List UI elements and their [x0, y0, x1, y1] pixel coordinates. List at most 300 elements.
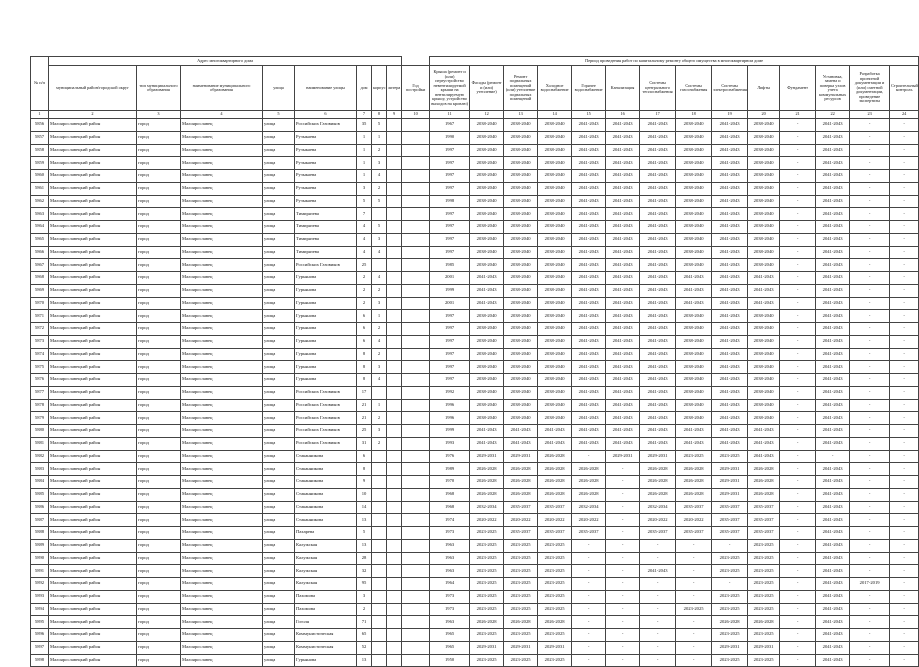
table-cell: -: [850, 412, 890, 425]
table-cell: 2041-2043: [606, 425, 640, 438]
table-cell: 2035-2037: [538, 527, 572, 540]
table-cell: 2038-2040: [538, 399, 572, 412]
empty-cell: [402, 425, 430, 438]
table-cell: город: [137, 501, 181, 514]
table-cell: 2: [372, 323, 387, 336]
table-cell: [372, 527, 387, 540]
table-cell: 2041-2043: [640, 246, 676, 259]
table-cell: 2038-2040: [538, 170, 572, 183]
table-cell: 6: [357, 450, 372, 463]
table-cell: -: [850, 259, 890, 272]
table-cell: 2026-2028: [676, 463, 712, 476]
table-row: [31, 119, 919, 132]
table-cell: Гурьянова: [295, 654, 357, 667]
table-cell: 2038-2040: [538, 233, 572, 246]
table-cell: 2041-2043: [572, 361, 606, 374]
column-number: 15: [572, 111, 606, 119]
table-cell: Стаканникова: [295, 514, 357, 527]
table-cell: 5867: [31, 259, 49, 272]
table-cell: 2041-2043: [676, 437, 712, 450]
table-cell: Стаканникова: [295, 463, 357, 476]
table-cell: 1997: [430, 157, 470, 170]
column-number: 19: [712, 111, 748, 119]
table-cell: 2038-2040: [538, 412, 572, 425]
table-cell: [387, 590, 402, 603]
table-cell: 2038-2040: [538, 182, 572, 195]
table-row: [31, 590, 919, 603]
table-cell: 2038-2040: [676, 119, 712, 132]
table-cell: 2041-2043: [606, 157, 640, 170]
table-cell: 2038-2040: [676, 310, 712, 323]
table-cell: 2041-2043: [816, 412, 850, 425]
table-cell: 2020-2022: [676, 514, 712, 527]
table-cell: 7: [357, 208, 372, 221]
table-cell: [387, 323, 402, 336]
table-row: [31, 182, 919, 195]
table-cell: -: [606, 552, 640, 565]
table-cell: 1996: [430, 399, 470, 412]
table-cell: -: [850, 463, 890, 476]
table-cell: город: [137, 399, 181, 412]
table-cell: 2041-2043: [606, 208, 640, 221]
table-cell: 2038-2040: [676, 386, 712, 399]
table-cell: 2041-2043: [606, 297, 640, 310]
table-cell: Малоярославецкий район: [49, 552, 137, 565]
table-cell: 2041-2043: [640, 182, 676, 195]
table-cell: 2038-2040: [538, 157, 572, 170]
table-cell: 8: [357, 348, 372, 361]
table-cell: 2041-2043: [816, 310, 850, 323]
table-cell: -: [890, 578, 919, 591]
table-cell: Малоярославец: [181, 246, 263, 259]
table-cell: -: [572, 641, 606, 654]
table-row: [31, 272, 919, 285]
table-cell: 2023-2025: [538, 539, 572, 552]
table-cell: -: [780, 425, 816, 438]
column-number: 3: [137, 111, 181, 119]
table-cell: Рузыкаева: [295, 157, 357, 170]
table-cell: Малоярославец: [181, 233, 263, 246]
table-cell: 2041-2043: [572, 284, 606, 297]
table-cell: 2026-2028: [504, 463, 538, 476]
table-row: [31, 437, 919, 450]
table-cell: -: [606, 590, 640, 603]
table-cell: 1973: [430, 590, 470, 603]
empty-cell: [402, 527, 430, 540]
table-row: [31, 488, 919, 501]
table-cell: Гурьянова: [295, 272, 357, 285]
table-cell: 2041-2043: [640, 335, 676, 348]
empty-cell: [402, 335, 430, 348]
table-cell: -: [890, 450, 919, 463]
table-cell: 2038-2040: [470, 170, 504, 183]
table-cell: город: [137, 488, 181, 501]
table-cell: -: [850, 629, 890, 642]
table-cell: -: [780, 616, 816, 629]
table-cell: -: [850, 233, 890, 246]
table-cell: 2: [372, 412, 387, 425]
column-number: 8: [372, 111, 387, 119]
table-cell: Малоярославец: [181, 616, 263, 629]
table-cell: город: [137, 552, 181, 565]
table-cell: 1964: [430, 578, 470, 591]
empty-cell: [402, 412, 430, 425]
table-cell: [387, 641, 402, 654]
table-cell: 2038-2040: [504, 131, 538, 144]
table-cell: -: [572, 616, 606, 629]
table-cell: 5: [357, 195, 372, 208]
table-cell: 5893: [31, 590, 49, 603]
table-cell: 2038-2040: [676, 233, 712, 246]
table-cell: Малоярославецкий район: [49, 246, 137, 259]
table-cell: город: [137, 374, 181, 387]
table-cell: 2041-2043: [712, 246, 748, 259]
table-cell: 2038-2040: [676, 170, 712, 183]
table-cell: 2032-2034: [640, 501, 676, 514]
empty-cell: [402, 119, 430, 132]
table-cell: -: [780, 119, 816, 132]
table-cell: Малоярославецкий район: [49, 399, 137, 412]
table-cell: 2041-2043: [816, 616, 850, 629]
table-cell: -: [640, 539, 676, 552]
table-row: [31, 514, 919, 527]
header-row: [31, 66, 919, 111]
table-cell: 2041-2043: [640, 221, 676, 234]
table-cell: 2041-2043: [816, 641, 850, 654]
table-cell: -: [850, 310, 890, 323]
table-cell: 5: [372, 119, 387, 132]
table-cell: 2041-2043: [640, 297, 676, 310]
table-cell: -: [850, 437, 890, 450]
table-cell: Стаканникова: [295, 501, 357, 514]
header-cold-water: Холодное водоснабжение: [538, 66, 572, 111]
table-cell: 2001: [430, 272, 470, 285]
table-cell: Малоярославец: [181, 412, 263, 425]
table-row: [31, 131, 919, 144]
table-cell: 2023-2025: [504, 565, 538, 578]
table-cell: -: [850, 297, 890, 310]
table-cell: -: [780, 131, 816, 144]
table-row: [31, 348, 919, 361]
table-cell: 1989: [430, 463, 470, 476]
table-cell: 2038-2040: [748, 208, 780, 221]
table-cell: улица: [263, 603, 295, 616]
table-cell: 2041-2043: [816, 348, 850, 361]
table-cell: 2026-2028: [538, 463, 572, 476]
table-cell: -: [850, 616, 890, 629]
header-supervision: Строительный контроль: [890, 66, 919, 111]
table-cell: Малоярославец: [181, 374, 263, 387]
table-cell: 5863: [31, 208, 49, 221]
table-cell: 1997: [430, 348, 470, 361]
table-cell: 2038-2040: [470, 195, 504, 208]
table-cell: 2041-2043: [606, 335, 640, 348]
table-cell: город: [137, 539, 181, 552]
table-cell: -: [640, 552, 676, 565]
table-cell: город: [137, 437, 181, 450]
table-cell: -: [850, 144, 890, 157]
table-cell: 1998: [430, 195, 470, 208]
table-cell: Малоярославец: [181, 335, 263, 348]
empty-cell: [402, 552, 430, 565]
table-cell: 2038-2040: [470, 399, 504, 412]
table-cell: -: [890, 552, 919, 565]
table-cell: -: [850, 425, 890, 438]
table-cell: 2041-2043: [640, 259, 676, 272]
table-row: [31, 412, 919, 425]
table-cell: -: [890, 425, 919, 438]
table-cell: Малоярославец: [181, 144, 263, 157]
table-cell: 2041-2043: [640, 399, 676, 412]
table-cell: -: [890, 654, 919, 667]
table-cell: Российских Газовиков: [295, 386, 357, 399]
table-cell: 2041-2043: [606, 246, 640, 259]
table-cell: -: [780, 195, 816, 208]
table-row: [31, 157, 919, 170]
table-cell: 2038-2040: [470, 131, 504, 144]
table-cell: 2041-2043: [816, 514, 850, 527]
table-cell: -: [890, 119, 919, 132]
table-cell: 2041-2043: [640, 170, 676, 183]
table-cell: Калужская: [295, 539, 357, 552]
table-cell: -: [890, 488, 919, 501]
table-cell: -: [890, 437, 919, 450]
table-cell: 2038-2040: [676, 348, 712, 361]
table-cell: Малоярославецкий район: [49, 170, 137, 183]
table-cell: 2038-2040: [676, 412, 712, 425]
table-cell: 8: [357, 463, 372, 476]
table-cell: 2023-2025: [712, 603, 748, 616]
table-cell: 2041-2043: [748, 284, 780, 297]
table-cell: улица: [263, 425, 295, 438]
table-cell: [387, 578, 402, 591]
table-cell: 2038-2040: [748, 182, 780, 195]
table-cell: улица: [263, 323, 295, 336]
table-cell: 2038-2040: [676, 182, 712, 195]
table-cell: 2035-2037: [712, 527, 748, 540]
table-cell: 2041-2043: [712, 374, 748, 387]
table-cell: 25: [357, 425, 372, 438]
table-cell: [387, 157, 402, 170]
table-cell: -: [850, 641, 890, 654]
table-cell: 1968: [430, 501, 470, 514]
table-cell: 2032-2034: [470, 501, 504, 514]
table-cell: 2041-2043: [816, 131, 850, 144]
table-cell: Малоярославец: [181, 476, 263, 489]
table-cell: Российских Газовиков: [295, 412, 357, 425]
table-cell: 2041-2043: [640, 144, 676, 157]
table-cell: 2023-2025: [748, 552, 780, 565]
table-cell: -: [780, 437, 816, 450]
table-cell: 2023-2025: [538, 603, 572, 616]
empty-cell: [402, 616, 430, 629]
table-cell: 2023-2025: [470, 603, 504, 616]
table-cell: улица: [263, 348, 295, 361]
table-cell: [372, 501, 387, 514]
table-cell: -: [780, 450, 816, 463]
table-cell: 2: [357, 603, 372, 616]
table-cell: -: [676, 590, 712, 603]
table-cell: -: [712, 539, 748, 552]
table-cell: 2038-2040: [538, 386, 572, 399]
table-cell: 2023-2025: [470, 578, 504, 591]
table-cell: 2038-2040: [504, 208, 538, 221]
table-cell: 2041-2043: [712, 323, 748, 336]
table-cell: 2041-2043: [606, 119, 640, 132]
table-cell: 2038-2040: [470, 386, 504, 399]
table-cell: 2041-2043: [640, 208, 676, 221]
table-cell: 2038-2040: [748, 323, 780, 336]
table-cell: -: [890, 641, 919, 654]
table-cell: 2038-2040: [538, 310, 572, 323]
table-cell: 2038-2040: [470, 182, 504, 195]
header-settlement-type: тип муниципального образования: [137, 66, 181, 111]
table-cell: -: [890, 144, 919, 157]
table-cell: 2023-2025: [504, 654, 538, 667]
table-cell: 2041-2043: [712, 425, 748, 438]
header-street-name: наименование улицы: [295, 66, 357, 111]
table-cell: 2041-2043: [606, 259, 640, 272]
empty-cell: [402, 272, 430, 285]
table-cell: Малоярославецкий район: [49, 412, 137, 425]
table-cell: 65: [357, 629, 372, 642]
table-cell: -: [780, 527, 816, 540]
table-cell: 2041-2043: [572, 233, 606, 246]
table-cell: 2041-2043: [606, 272, 640, 285]
table-cell: город: [137, 310, 181, 323]
table-cell: 2038-2040: [504, 335, 538, 348]
table-cell: Гурьянова: [295, 297, 357, 310]
table-cell: город: [137, 208, 181, 221]
table-cell: 2038-2040: [748, 412, 780, 425]
table-cell: -: [850, 527, 890, 540]
table-cell: 2038-2040: [470, 323, 504, 336]
table-cell: Малоярославецкий район: [49, 272, 137, 285]
table-cell: Малоярославец: [181, 399, 263, 412]
table-cell: [387, 297, 402, 310]
table-cell: 2038-2040: [538, 348, 572, 361]
table-cell: Малоярославецкий район: [49, 297, 137, 310]
table-cell: -: [890, 284, 919, 297]
table-cell: -: [780, 603, 816, 616]
table-cell: 2038-2040: [748, 131, 780, 144]
table-cell: 1: [372, 131, 387, 144]
table-cell: 2038-2040: [538, 323, 572, 336]
table-cell: город: [137, 272, 181, 285]
table-cell: улица: [263, 361, 295, 374]
table-cell: 2038-2040: [538, 297, 572, 310]
table-cell: [387, 629, 402, 642]
table-cell: 2041-2043: [816, 654, 850, 667]
table-cell: 2041-2043: [606, 374, 640, 387]
table-cell: 2035-2037: [676, 501, 712, 514]
table-cell: Малоярославец: [181, 501, 263, 514]
table-cell: 2041-2043: [816, 425, 850, 438]
empty-cell: [402, 182, 430, 195]
table-cell: город: [137, 641, 181, 654]
table-cell: 4: [357, 233, 372, 246]
table-row: [31, 425, 919, 438]
table-cell: 2038-2040: [470, 144, 504, 157]
table-cell: -: [606, 629, 640, 642]
table-cell: 2041-2043: [712, 233, 748, 246]
table-cell: -: [890, 527, 919, 540]
table-cell: Рузыкаева: [295, 170, 357, 183]
register-table: [30, 56, 919, 667]
table-cell: город: [137, 654, 181, 667]
table-cell: 1976: [430, 450, 470, 463]
table-cell: Тимирязева: [295, 221, 357, 234]
table-cell: 2038-2040: [538, 195, 572, 208]
empty-cell: [402, 195, 430, 208]
table-cell: улица: [263, 335, 295, 348]
table-cell: -: [890, 272, 919, 285]
table-cell: Малоярославец: [181, 170, 263, 183]
table-cell: 2038-2040: [470, 335, 504, 348]
table-cell: 2041-2043: [606, 170, 640, 183]
table-cell: улица: [263, 157, 295, 170]
header-elevators: Лифты: [748, 66, 780, 111]
table-cell: Российских Газовиков: [295, 119, 357, 132]
table-cell: улица: [263, 131, 295, 144]
table-cell: [387, 616, 402, 629]
table-cell: -: [890, 539, 919, 552]
table-cell: 2041-2043: [676, 272, 712, 285]
table-row: [31, 552, 919, 565]
table-cell: 2041-2043: [712, 437, 748, 450]
table-cell: [372, 514, 387, 527]
table-cell: 2038-2040: [538, 259, 572, 272]
table-body: [31, 119, 919, 667]
table-cell: 13: [357, 514, 372, 527]
table-cell: улица: [263, 527, 295, 540]
table-cell: 2038-2040: [470, 246, 504, 259]
table-cell: -: [572, 654, 606, 667]
table-cell: 2038-2040: [504, 233, 538, 246]
table-cell: [387, 514, 402, 527]
table-cell: -: [890, 297, 919, 310]
empty-cell: [402, 578, 430, 591]
table-cell: 21: [357, 399, 372, 412]
table-cell: -: [676, 616, 712, 629]
table-cell: 1963: [430, 616, 470, 629]
table-cell: улица: [263, 654, 295, 667]
table-cell: 5885: [31, 488, 49, 501]
table-cell: Рузыкаева: [295, 131, 357, 144]
table-cell: 2038-2040: [748, 246, 780, 259]
table-cell: Пахарева: [295, 527, 357, 540]
table-cell: -: [640, 603, 676, 616]
header-foundation: Фундамент: [780, 66, 816, 111]
table-cell: -: [890, 463, 919, 476]
table-cell: 2041-2043: [640, 157, 676, 170]
table-cell: Калужская: [295, 552, 357, 565]
table-cell: -: [780, 221, 816, 234]
table-cell: 2038-2040: [504, 170, 538, 183]
table-cell: 2038-2040: [470, 233, 504, 246]
table-cell: 2038-2040: [676, 259, 712, 272]
header-street-type: улица: [263, 66, 295, 111]
table-cell: 2026-2028: [572, 488, 606, 501]
table-cell: -: [850, 386, 890, 399]
table-cell: 2038-2040: [538, 361, 572, 374]
table-cell: улица: [263, 182, 295, 195]
table-cell: 2026-2028: [538, 450, 572, 463]
table-cell: -: [890, 361, 919, 374]
empty-cell: [402, 590, 430, 603]
table-cell: -: [890, 501, 919, 514]
header-settlement-name: наименование муниципального образования: [181, 66, 263, 111]
